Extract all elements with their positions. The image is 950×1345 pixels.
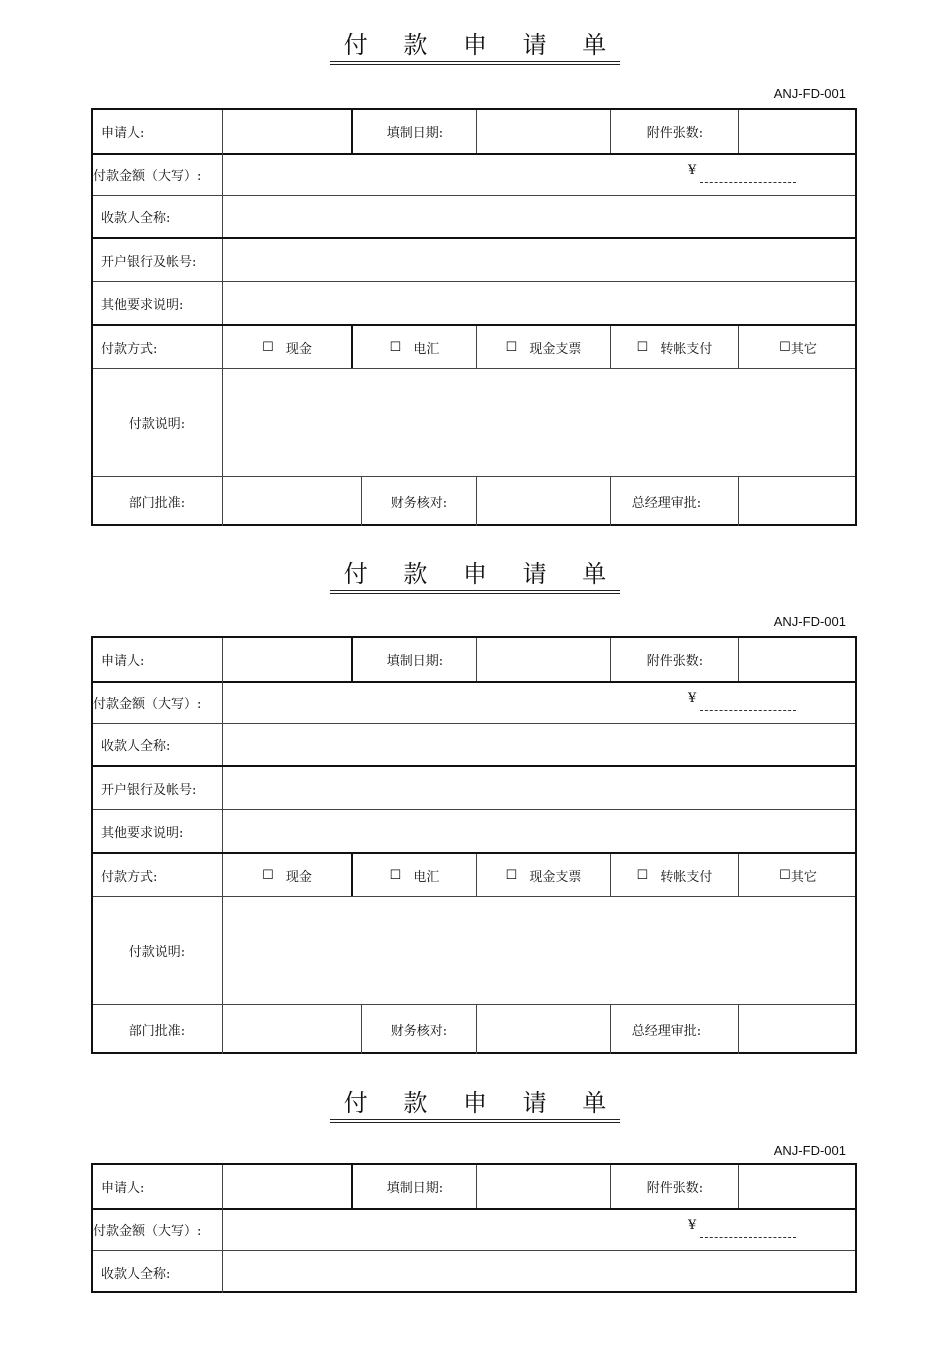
amount-figure-field[interactable] — [700, 695, 796, 711]
payee-label: 收款人全称: — [101, 1266, 171, 1282]
applicant-field[interactable] — [223, 638, 351, 681]
amount-row — [93, 681, 855, 724]
method-cash-option[interactable]: ☐ 现金 — [262, 867, 312, 885]
method-cash-option[interactable]: ☐ 现金 — [262, 339, 312, 357]
description-field[interactable] — [223, 368, 857, 476]
method-transfer-option[interactable]: ☐ 转帐支付 — [636, 339, 713, 357]
attachments-label: 附件张数: — [646, 1181, 704, 1196]
other-requirements-row — [93, 810, 855, 854]
gm-approval-label: 总经理审批: — [631, 496, 702, 511]
finance-check-label: 财务核对: — [390, 1024, 448, 1039]
checkbox-icon[interactable]: ☐ — [389, 339, 402, 355]
date-field[interactable] — [477, 1165, 610, 1208]
method-wire-option[interactable]: ☐ 电汇 — [389, 339, 440, 357]
checkbox-icon[interactable]: ☐ — [779, 867, 791, 883]
form-title: 付 款 申 请 单 — [0, 30, 950, 70]
attachments-field[interactable] — [739, 638, 857, 681]
attachments-field[interactable] — [739, 110, 857, 153]
attachments-label: 附件张数: — [646, 126, 704, 141]
payee-field[interactable] — [223, 1251, 857, 1293]
payment-method-label: 付款方式: — [101, 341, 158, 357]
applicant-row — [93, 110, 855, 155]
checkbox-icon[interactable]: ☐ — [505, 867, 518, 883]
other-requirements-label: 其他要求说明: — [101, 297, 184, 313]
gm-approval-field[interactable] — [739, 477, 857, 526]
payment-method-label: 付款方式: — [101, 869, 158, 885]
checkbox-icon[interactable]: ☐ — [636, 867, 649, 883]
date-label: 填制日期: — [386, 1181, 444, 1196]
yen-symbol: ¥ — [688, 1218, 697, 1233]
amount-figure-field[interactable] — [700, 167, 796, 183]
payee-row — [93, 195, 855, 239]
finance-check-field[interactable] — [477, 1005, 610, 1054]
form-title: 付 款 申 请 单 — [0, 1088, 950, 1128]
dept-approval-field[interactable] — [223, 1005, 361, 1054]
description-field[interactable] — [223, 896, 857, 1004]
payment-method-row — [93, 854, 855, 897]
attachments-field[interactable] — [739, 1165, 857, 1208]
form-table — [91, 1163, 857, 1293]
date-field[interactable] — [477, 110, 610, 153]
bank-row — [93, 767, 855, 810]
approval-row — [93, 477, 855, 526]
checkbox-icon[interactable]: ☐ — [389, 867, 402, 883]
payee-row — [93, 723, 855, 767]
amount-figure-field[interactable] — [700, 1222, 796, 1238]
other-requirements-label: 其他要求说明: — [101, 825, 184, 841]
method-wire-option[interactable]: ☐ 电汇 — [389, 867, 440, 885]
bank-label: 开户银行及帐号: — [101, 782, 197, 798]
bank-row — [93, 239, 855, 282]
dept-approval-field[interactable] — [223, 477, 361, 526]
checkbox-icon[interactable]: ☐ — [262, 339, 274, 355]
applicant-row — [93, 1165, 855, 1210]
amount-label: 付款金额（大写）: — [93, 168, 202, 184]
bank-label: 开户银行及帐号: — [101, 254, 197, 270]
payee-label: 收款人全称: — [101, 210, 171, 226]
other-requirements-field[interactable] — [223, 282, 857, 324]
approval-row — [93, 1005, 855, 1054]
yen-symbol: ¥ — [688, 163, 697, 178]
gm-approval-field[interactable] — [739, 1005, 857, 1054]
method-other-option[interactable]: ☐ 其它 — [779, 867, 817, 885]
description-label: 付款说明: — [128, 416, 186, 432]
checkbox-icon[interactable]: ☐ — [779, 339, 791, 355]
date-field[interactable] — [477, 638, 610, 681]
bank-field[interactable] — [223, 239, 857, 281]
bank-field[interactable] — [223, 767, 857, 809]
applicant-label: 申请人: — [101, 654, 145, 669]
applicant-row — [93, 638, 855, 683]
payee-label: 收款人全称: — [101, 738, 171, 754]
method-cash-check-option[interactable]: ☐ 现金支票 — [505, 339, 582, 357]
amount-row — [93, 1208, 855, 1251]
date-label: 填制日期: — [386, 126, 444, 141]
applicant-label: 申请人: — [101, 1181, 145, 1196]
applicant-field[interactable] — [223, 1165, 351, 1208]
description-label: 付款说明: — [128, 944, 186, 960]
applicant-label: 申请人: — [101, 126, 145, 141]
form-code: ANJ-FD-001 — [773, 614, 846, 629]
payee-field[interactable] — [223, 723, 857, 765]
date-label: 填制日期: — [386, 654, 444, 669]
finance-check-label: 财务核对: — [390, 496, 448, 511]
payee-field[interactable] — [223, 195, 857, 237]
description-row — [93, 368, 855, 477]
form-code: ANJ-FD-001 — [773, 1143, 846, 1158]
form-title: 付 款 申 请 单 — [0, 559, 950, 599]
applicant-field[interactable] — [223, 110, 351, 153]
amount-label: 付款金额（大写）: — [93, 696, 202, 712]
checkbox-icon[interactable]: ☐ — [636, 339, 649, 355]
gm-approval-label: 总经理审批: — [631, 1024, 702, 1039]
payee-row — [93, 1251, 855, 1293]
form-table — [91, 108, 857, 526]
amount-row — [93, 153, 855, 196]
other-requirements-field[interactable] — [223, 810, 857, 852]
method-other-option[interactable]: ☐ 其它 — [779, 339, 817, 357]
other-requirements-row — [93, 282, 855, 326]
method-cash-check-option[interactable]: ☐ 现金支票 — [505, 867, 582, 885]
form-table — [91, 636, 857, 1054]
checkbox-icon[interactable]: ☐ — [262, 867, 274, 883]
amount-label: 付款金额（大写）: — [93, 1223, 202, 1239]
payment-method-row — [93, 326, 855, 369]
attachments-label: 附件张数: — [646, 654, 704, 669]
description-row — [93, 896, 855, 1005]
dept-approval-label: 部门批准: — [128, 496, 186, 511]
finance-check-field[interactable] — [477, 477, 610, 526]
yen-symbol: ¥ — [688, 691, 697, 706]
dept-approval-label: 部门批准: — [128, 1024, 186, 1039]
method-transfer-option[interactable]: ☐ 转帐支付 — [636, 867, 713, 885]
checkbox-icon[interactable]: ☐ — [505, 339, 518, 355]
form-code: ANJ-FD-001 — [773, 86, 846, 101]
